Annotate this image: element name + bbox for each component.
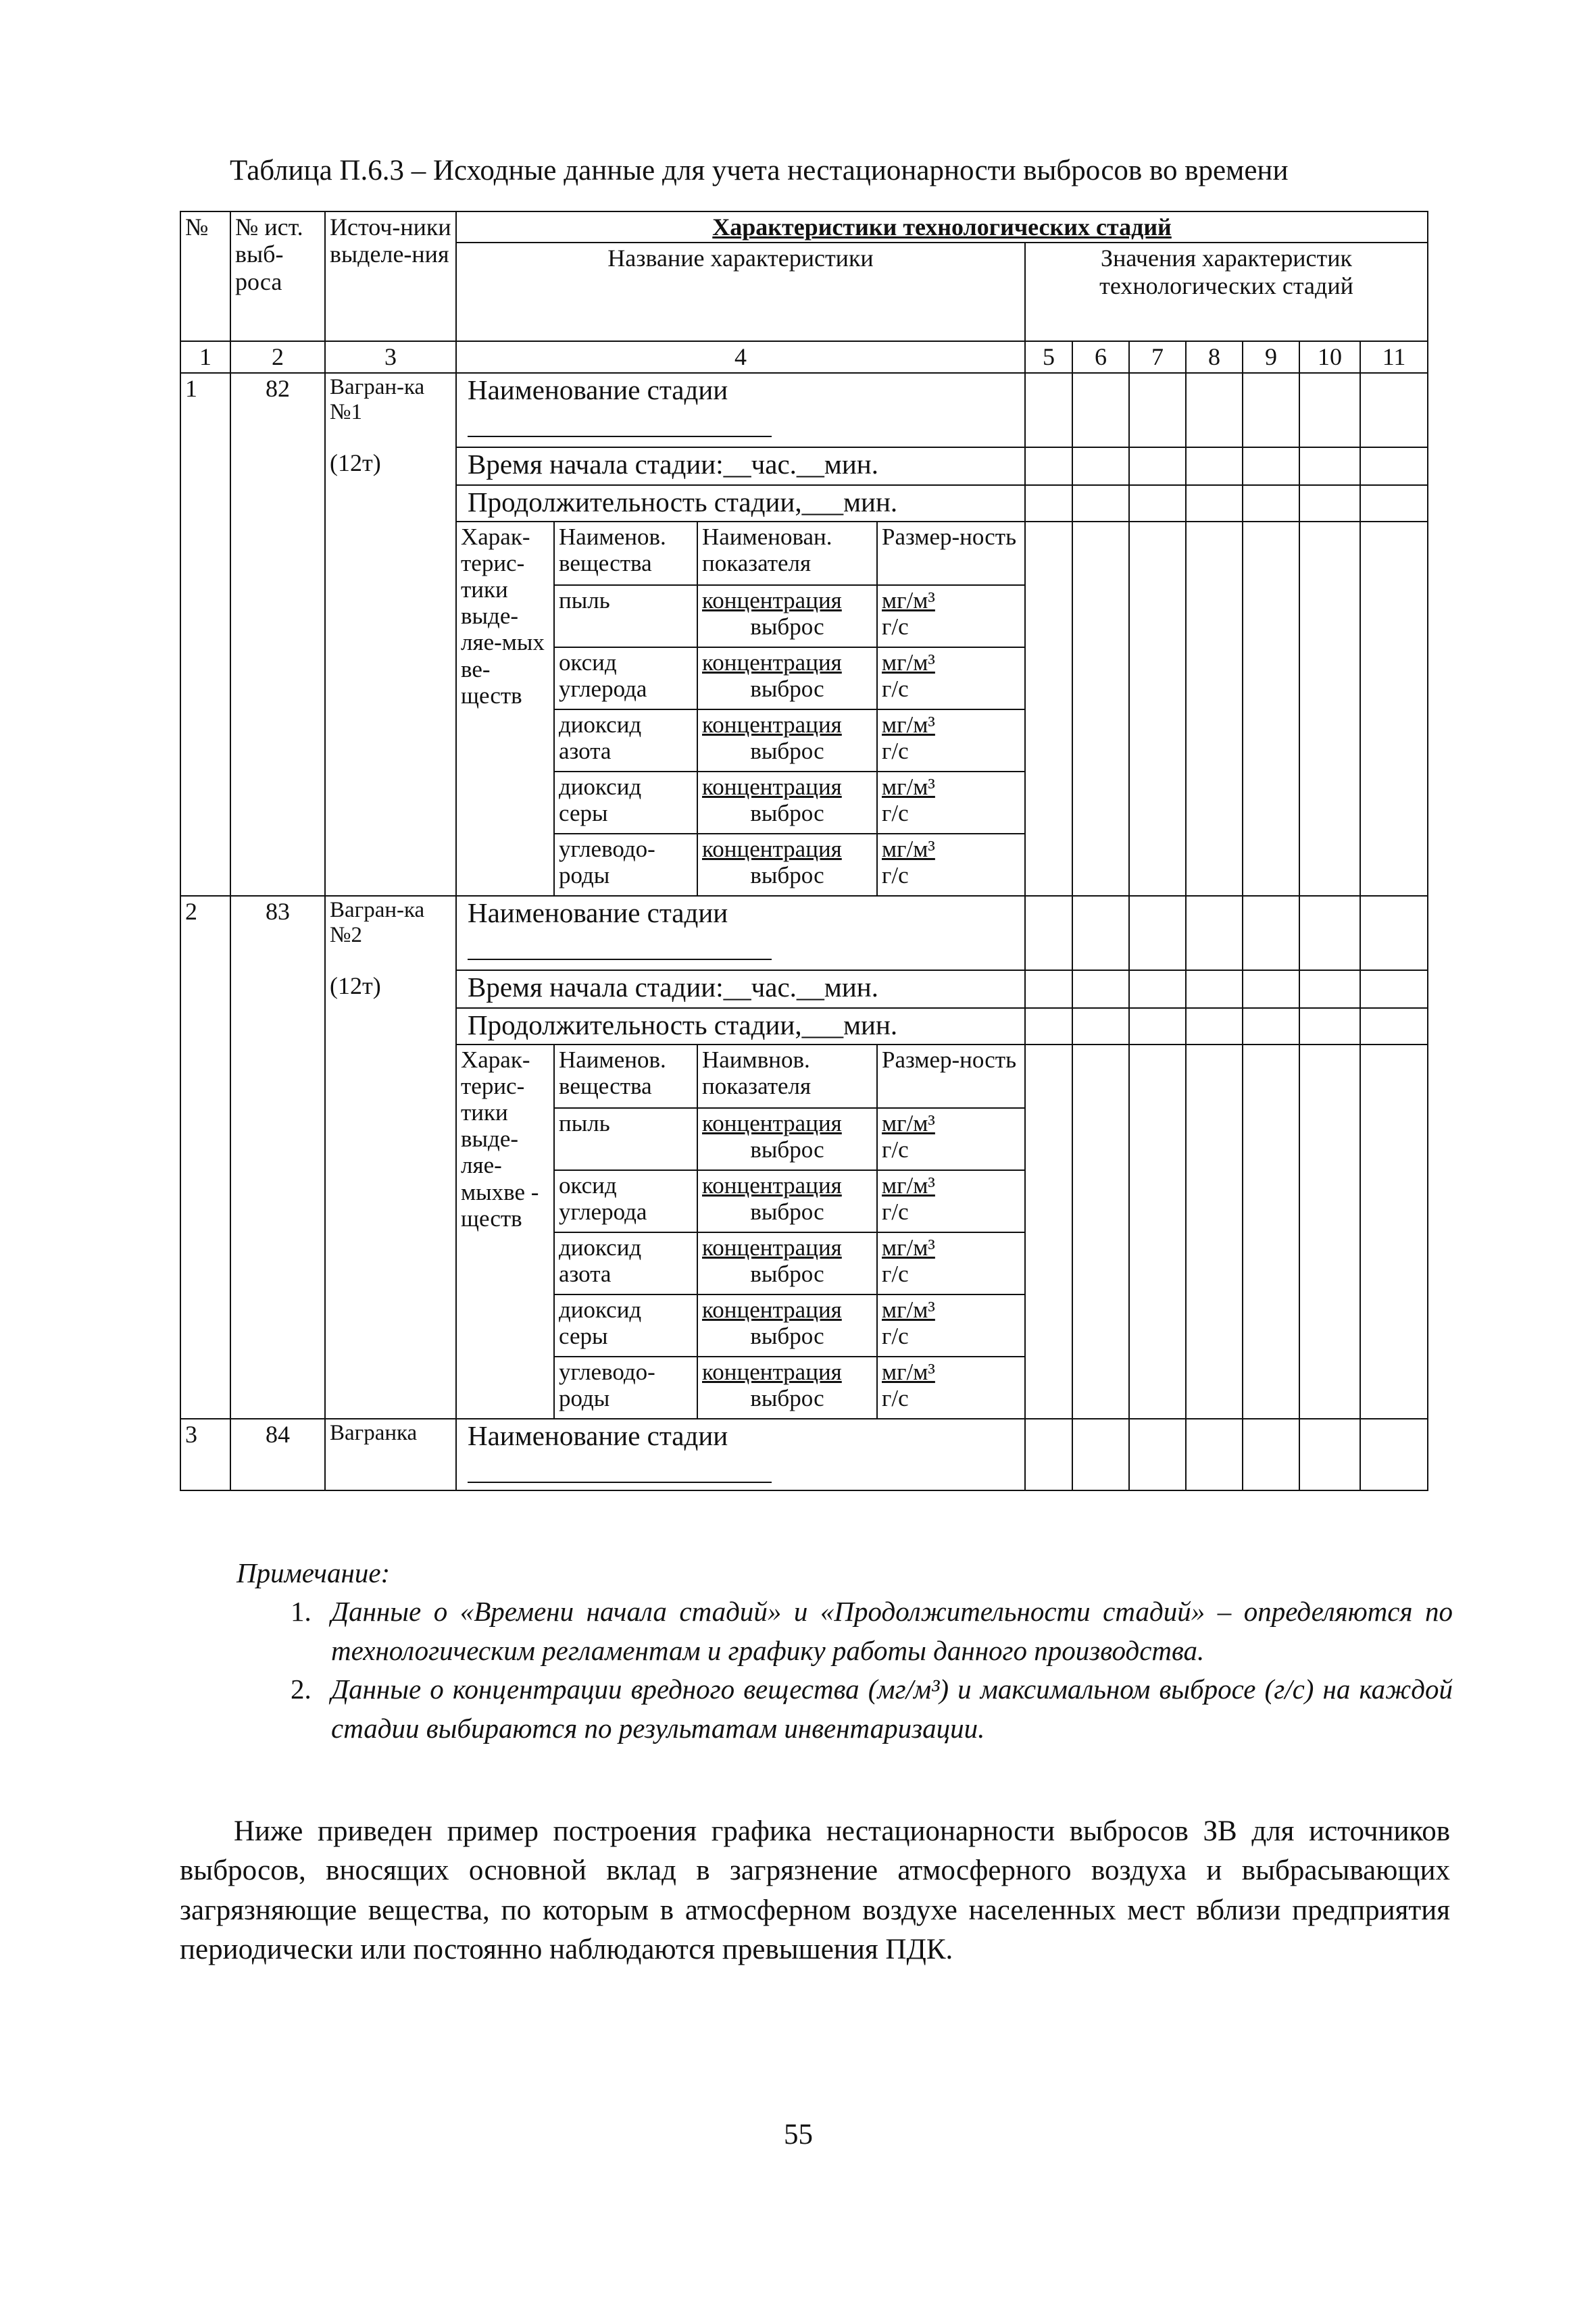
substance-header: Наимвнов. показателя — [697, 1045, 877, 1108]
value-cell[interactable] — [1186, 1008, 1243, 1045]
indicator-emission: выброс — [750, 1136, 824, 1163]
source-name — [325, 1419, 456, 1490]
substance-header: Наименован. показателя — [697, 522, 877, 585]
note-item: 1. Данные о «Времени начала стадий» и «Продолжительности стадий» – определяются по технологическим регламентам и графику работы данного производства. — [291, 1596, 1453, 1666]
header-number-row — [180, 341, 1428, 372]
value-cell[interactable] — [1243, 373, 1299, 447]
value-cell[interactable] — [1072, 896, 1129, 970]
source-name-text: Вагран-ка №2 — [330, 897, 425, 947]
column-number: 2 — [230, 341, 325, 372]
value-cell[interactable] — [1025, 896, 1072, 970]
value-cell[interactable] — [1129, 1419, 1186, 1490]
value-cell[interactable] — [1299, 896, 1360, 970]
stage-name-blank[interactable] — [468, 406, 772, 437]
substance-characteristics — [456, 522, 1025, 896]
value-cell[interactable] — [1072, 1008, 1129, 1045]
unit-concentration: мг/м³ — [882, 773, 935, 800]
value-cell[interactable] — [1243, 522, 1299, 896]
unit-emission: г/с — [882, 1384, 909, 1411]
unit-emission: г/с — [882, 1260, 909, 1287]
value-cell[interactable] — [1243, 1045, 1299, 1419]
indicator-cell — [697, 1294, 877, 1357]
stage-duration: Продолжительность стадии,___мин. — [456, 1008, 1025, 1045]
stage-name-cell — [456, 896, 1025, 970]
unit-concentration: мг/м³ — [882, 1358, 935, 1385]
indicator-cell — [697, 834, 877, 895]
substance-name: оксид углерода — [554, 647, 697, 709]
substance-name: углеводо-роды — [554, 1357, 697, 1418]
value-cell[interactable] — [1243, 485, 1299, 522]
indicator-cell — [697, 1232, 877, 1294]
value-cell[interactable] — [1025, 485, 1072, 522]
table-row — [180, 1419, 1428, 1490]
unit-emission: г/с — [882, 1322, 909, 1349]
value-cell[interactable] — [1360, 522, 1428, 896]
stage-name-label: Наименование стадии — [468, 374, 728, 405]
value-cell[interactable] — [1186, 373, 1243, 447]
stage-name-cell — [456, 1419, 1025, 1490]
row-number: 1 — [180, 373, 230, 896]
stage-name-blank[interactable] — [468, 929, 772, 960]
unit-emission: г/с — [882, 737, 909, 764]
unit-concentration: мг/м³ — [882, 711, 935, 738]
value-cell[interactable] — [1072, 522, 1129, 896]
indicator-emission: выброс — [750, 1384, 824, 1411]
unit-cell — [877, 709, 1025, 772]
table-title: Таблица П.6.3 – Исходные данные для учета нестационарности выбросов во времени — [230, 155, 1289, 186]
value-cell[interactable] — [1025, 1008, 1072, 1045]
column-number: 3 — [325, 341, 456, 372]
substance-name: пыль — [554, 1108, 697, 1170]
source-name — [325, 373, 456, 896]
source-name — [325, 896, 456, 1419]
indicator-emission: выброс — [750, 1322, 824, 1349]
value-cell[interactable] — [1299, 485, 1360, 522]
indicator-emission: выброс — [750, 861, 824, 888]
column-number: 10 — [1299, 341, 1360, 372]
value-cell[interactable] — [1072, 447, 1129, 485]
stage-start-time: Время начала стадии:__час.__мин. — [456, 970, 1025, 1008]
note-item: 2. Данные о концентрации вредного вещества (мг/м³) и максимальном выбросе (г/с) на каждой стадии выбираются по результатам инвентаризации. — [291, 1674, 1453, 1744]
column-number: 9 — [1243, 341, 1299, 372]
indicator-concentration: концентрация — [702, 586, 842, 613]
value-cell[interactable] — [1243, 1008, 1299, 1045]
value-cell[interactable] — [1360, 1008, 1428, 1045]
unit-emission: г/с — [882, 799, 909, 826]
column-number: 1 — [180, 341, 230, 372]
column-number: 6 — [1072, 341, 1129, 372]
stage-name-blank[interactable] — [468, 1452, 772, 1483]
unit-concentration: мг/м³ — [882, 649, 935, 676]
unit-cell — [877, 834, 1025, 895]
substance-name: пыль — [554, 585, 697, 647]
value-cell[interactable] — [1243, 896, 1299, 970]
note — [236, 1554, 1453, 1748]
value-cell[interactable] — [1025, 522, 1072, 896]
unit-emission: г/с — [882, 861, 909, 888]
value-cell[interactable] — [1360, 373, 1428, 447]
indicator-concentration: концентрация — [702, 773, 842, 800]
stage-name-cell — [456, 373, 1025, 447]
indicator-concentration: концентрация — [702, 1358, 842, 1385]
value-cell[interactable] — [1025, 447, 1072, 485]
source-number: 82 — [230, 373, 325, 896]
value-cell[interactable] — [1072, 970, 1129, 1008]
value-cell[interactable] — [1129, 1008, 1186, 1045]
value-cell[interactable] — [1025, 373, 1072, 447]
indicator-concentration: концентрация — [702, 1296, 842, 1323]
value-cell[interactable] — [1025, 1419, 1072, 1490]
source-number: 83 — [230, 896, 325, 1419]
value-cell[interactable] — [1360, 896, 1428, 970]
source-name-text: Вагранка — [330, 1420, 418, 1445]
substance-name: углеводо-роды — [554, 834, 697, 895]
indicator-cell — [697, 1357, 877, 1418]
source-capacity: (12т) — [330, 972, 381, 999]
header-row-1 — [180, 211, 1428, 243]
characteristics-label: Харак-терис-тики выде-ляе-мыхве - ществ — [457, 1045, 554, 1418]
header-source: № ист. выб-роса — [230, 211, 325, 341]
value-cell[interactable] — [1072, 373, 1129, 447]
unit-concentration: мг/м³ — [882, 586, 935, 613]
value-cell[interactable] — [1299, 1008, 1360, 1045]
value-cell[interactable] — [1129, 522, 1186, 896]
source-capacity: (12т) — [330, 449, 381, 476]
unit-emission: г/с — [882, 675, 909, 702]
table-row — [180, 896, 1428, 970]
indicator-cell — [697, 1108, 877, 1170]
substance-characteristics — [456, 1045, 1025, 1419]
substance-name: диоксид азота — [554, 709, 697, 772]
indicator-emission: выброс — [750, 1198, 824, 1225]
row-number: 2 — [180, 896, 230, 1419]
value-cell[interactable] — [1299, 447, 1360, 485]
value-cell[interactable] — [1072, 1045, 1129, 1419]
substance-header: Наименов. вещества — [554, 1045, 697, 1108]
value-cell[interactable] — [1129, 896, 1186, 970]
unit-cell — [877, 585, 1025, 647]
indicator-cell — [697, 772, 877, 834]
value-cell[interactable] — [1186, 1045, 1243, 1419]
value-cell[interactable] — [1186, 447, 1243, 485]
indicator-concentration: концентрация — [702, 1109, 842, 1136]
indicator-emission: выброс — [750, 1260, 824, 1287]
unit-emission: г/с — [882, 613, 909, 640]
unit-cell — [877, 1108, 1025, 1170]
value-cell[interactable] — [1186, 522, 1243, 896]
header-group: Характеристики технологических стадий — [456, 211, 1428, 243]
source-number: 84 — [230, 1419, 325, 1490]
value-cell[interactable] — [1129, 447, 1186, 485]
value-cell[interactable] — [1299, 1045, 1360, 1419]
substance-table — [457, 1045, 1025, 1418]
unit-cell — [877, 1232, 1025, 1294]
value-cell[interactable] — [1360, 1419, 1428, 1490]
indicator-emission: выброс — [750, 675, 824, 702]
column-number: 5 — [1025, 341, 1072, 372]
value-cell[interactable] — [1360, 970, 1428, 1008]
source-name-text: Вагран-ка №1 — [330, 374, 425, 424]
header-values-char: Значения характеристик технологических стадий — [1025, 243, 1428, 341]
stage-name-label: Наименование стадии — [468, 897, 728, 928]
unit-concentration: мг/м³ — [882, 1296, 935, 1323]
unit-cell — [877, 1357, 1025, 1418]
note-list — [236, 1592, 1453, 1748]
stage-start-time: Время начала стадии:__час.__мин. — [456, 447, 1025, 485]
value-cell[interactable] — [1299, 373, 1360, 447]
column-number: 7 — [1129, 341, 1186, 372]
value-cell[interactable] — [1360, 485, 1428, 522]
unit-emission: г/с — [882, 1136, 909, 1163]
indicator-concentration: концентрация — [702, 711, 842, 738]
indicator-cell — [697, 585, 877, 647]
emissions-table — [180, 211, 1428, 1491]
body-paragraph: Ниже приведен пример построения графика нестационарности выбросов ЗВ для источников выбросов, вносящих основной вклад в загрязнение атмосферного воздуха и выбрасывающих загрязняющие вещества, по которым в атмосферном воздухе населенных мест вблизи предприятия периодически или постоянно наблюдаются превышения ПДК. — [180, 1815, 1450, 1966]
unit-concentration: мг/м³ — [882, 1109, 935, 1136]
value-cell[interactable] — [1129, 970, 1186, 1008]
indicator-concentration: концентрация — [702, 835, 842, 862]
substance-name: оксид углерода — [554, 1170, 697, 1232]
indicator-cell — [697, 1170, 877, 1232]
page-number: 55 — [784, 2119, 813, 2150]
value-cell[interactable] — [1025, 1045, 1072, 1419]
value-cell[interactable] — [1243, 970, 1299, 1008]
unit-cell — [877, 1294, 1025, 1357]
value-cell[interactable] — [1186, 970, 1243, 1008]
indicator-cell — [697, 647, 877, 709]
substance-name: диоксид серы — [554, 1294, 697, 1357]
value-cell[interactable] — [1072, 1419, 1129, 1490]
header-emitters: Источ-ники выделе-ния — [325, 211, 456, 341]
value-cell[interactable] — [1186, 896, 1243, 970]
value-cell[interactable] — [1129, 1045, 1186, 1419]
substance-table — [457, 522, 1025, 895]
value-cell[interactable] — [1360, 447, 1428, 485]
value-cell[interactable] — [1299, 1419, 1360, 1490]
value-cell[interactable] — [1129, 373, 1186, 447]
unit-concentration: мг/м³ — [882, 835, 935, 862]
value-cell[interactable] — [1025, 970, 1072, 1008]
column-number: 11 — [1360, 341, 1428, 372]
value-cell[interactable] — [1299, 970, 1360, 1008]
stage-duration: Продолжительность стадии,___мин. — [456, 485, 1025, 522]
value-cell[interactable] — [1186, 1419, 1243, 1490]
header-num: № — [180, 211, 230, 341]
value-cell[interactable] — [1129, 485, 1186, 522]
value-cell[interactable] — [1243, 1419, 1299, 1490]
value-cell[interactable] — [1243, 447, 1299, 485]
indicator-cell — [697, 709, 877, 772]
unit-concentration: мг/м³ — [882, 1172, 935, 1199]
unit-cell — [877, 1170, 1025, 1232]
indicator-concentration: концентрация — [702, 1234, 842, 1261]
column-number: 8 — [1186, 341, 1243, 372]
unit-concentration: мг/м³ — [882, 1234, 935, 1261]
value-cell[interactable] — [1360, 1045, 1428, 1419]
substance-header: Размер-ность — [877, 1045, 1025, 1108]
indicator-emission: выброс — [750, 737, 824, 764]
indicator-emission: выброс — [750, 799, 824, 826]
value-cell[interactable] — [1186, 485, 1243, 522]
unit-cell — [877, 647, 1025, 709]
indicator-emission: выброс — [750, 613, 824, 640]
note-heading: Примечание: — [236, 1557, 391, 1588]
column-number: 4 — [456, 341, 1025, 372]
header-name-char: Название характеристики — [456, 243, 1025, 341]
indicator-concentration: концентрация — [702, 649, 842, 676]
characteristics-label: Харак-терис-тики выде-ляе-мых ве-ществ — [457, 522, 554, 895]
row-number: 3 — [180, 1419, 230, 1490]
unit-emission: г/с — [882, 1198, 909, 1225]
substance-header: Наименов. вещества — [554, 522, 697, 585]
substance-name: диоксид азота — [554, 1232, 697, 1294]
table-row — [180, 373, 1428, 447]
value-cell[interactable] — [1072, 485, 1129, 522]
substance-name: диоксид серы — [554, 772, 697, 834]
value-cell[interactable] — [1299, 522, 1360, 896]
indicator-concentration: концентрация — [702, 1172, 842, 1199]
stage-name-label: Наименование стадии — [468, 1419, 728, 1451]
unit-cell — [877, 772, 1025, 834]
substance-header: Размер-ность — [877, 522, 1025, 585]
